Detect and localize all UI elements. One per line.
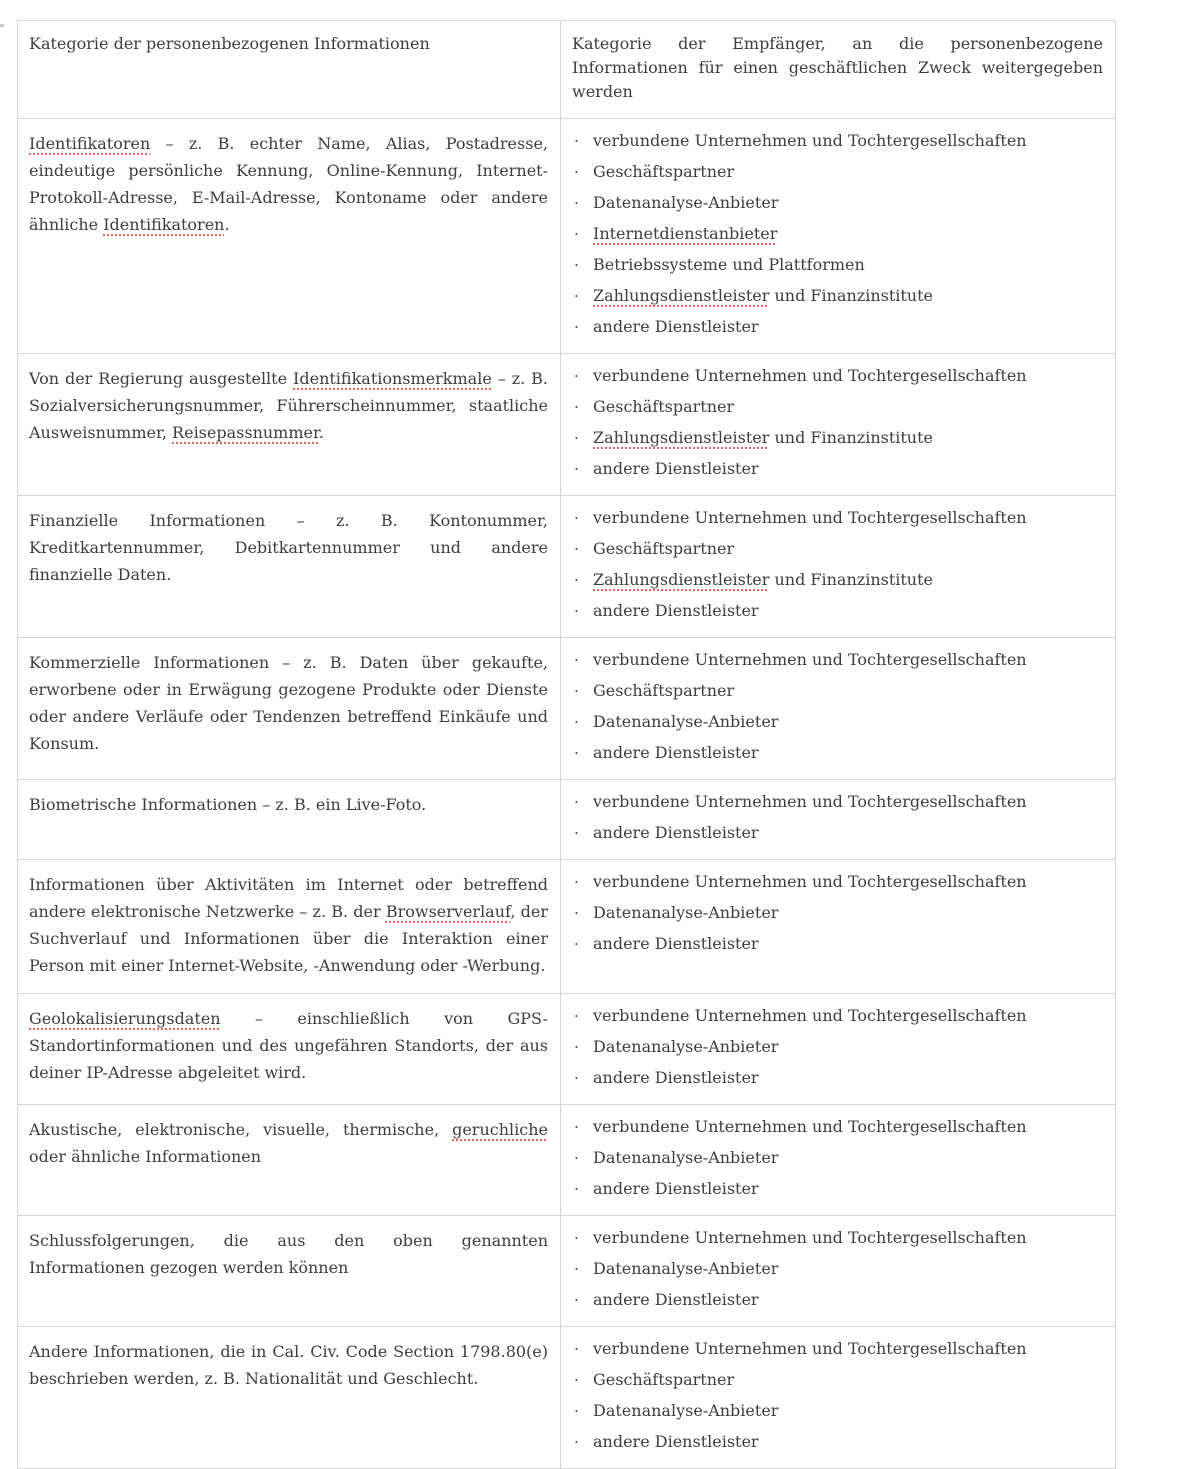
recipient-text	[593, 539, 734, 558]
category-text	[29, 1338, 548, 1392]
text-segment: und Finanzinstitute	[769, 428, 934, 447]
text-segment: verbundene Unternehmen und Tochtergesellschaften	[593, 366, 1027, 385]
recipient-text	[593, 1228, 1027, 1247]
text-segment: verbundene Unternehmen und Tochtergesellschaften	[593, 508, 1027, 527]
recipients-cell	[561, 1327, 1116, 1469]
left-edge-mark	[0, 24, 4, 27]
recipient-text	[593, 1117, 1027, 1136]
text-segment: Geschäftspartner	[593, 681, 735, 700]
text-segment: – einschließlich von GPS-Standortinformationen und des ungefähren Standorts, der aus deiner IP-Adresse abgeleitet wird.	[29, 1009, 548, 1082]
recipient-text	[593, 397, 734, 416]
spellcheck-underlined-text: Internetdienstanbieter	[593, 224, 778, 243]
bullet-icon: ·	[574, 1118, 579, 1136]
text-segment: verbundene Unternehmen und Tochtergesellschaften	[593, 1006, 1027, 1025]
bullet-icon: ·	[574, 1149, 579, 1167]
bullet-icon: ·	[574, 1038, 579, 1056]
recipients-cell	[561, 780, 1116, 860]
bullet-icon: ·	[574, 1291, 579, 1309]
recipient-text	[593, 1432, 759, 1451]
bullet-icon: ·	[574, 287, 579, 305]
bullet-icon: ·	[574, 1180, 579, 1198]
recipient-text	[593, 1068, 759, 1087]
text-segment: Geschäftspartner	[593, 539, 735, 558]
table-row	[18, 496, 1116, 638]
header-recipients-column: Kategorie der Empfänger, an die personenbezogene Informationen für einen geschäftlichen Zweck weitergegeben werden	[561, 21, 1116, 119]
bullet-icon: ·	[574, 540, 579, 558]
bullet-icon: ·	[574, 256, 579, 274]
bullet-icon: ·	[574, 509, 579, 527]
text-segment: Akustische, elektronische, visuelle, thermische,	[29, 1120, 453, 1139]
recipient-item	[572, 903, 1105, 923]
category-text	[29, 1116, 548, 1170]
recipient-text	[593, 162, 734, 181]
recipient-item	[572, 872, 1105, 892]
recipients-list	[572, 1117, 1105, 1199]
text-segment: Geschäftspartner	[593, 397, 735, 416]
recipient-text	[593, 224, 777, 243]
recipient-text	[593, 1401, 778, 1420]
text-segment: Datenanalyse-Anbieter	[593, 1401, 779, 1420]
header-category-column: Kategorie der personenbezogenen Informationen	[18, 21, 561, 119]
recipient-item	[572, 712, 1105, 732]
recipient-item	[572, 224, 1105, 244]
recipients-cell	[561, 1105, 1116, 1216]
text-segment: verbundene Unternehmen und Tochtergesellschaften	[593, 1339, 1027, 1358]
recipient-text	[593, 193, 778, 212]
table-row	[18, 1105, 1116, 1216]
recipient-item	[572, 601, 1105, 621]
bullet-icon: ·	[574, 1069, 579, 1087]
recipient-item	[572, 1290, 1105, 1310]
bullet-icon: ·	[574, 460, 579, 478]
recipient-item	[572, 1068, 1105, 1088]
text-segment: , der Suchverlauf und Informationen über die Interaktion einer Person mit einer Internet-Website, -Anwendung oder -Werbung.	[29, 902, 549, 975]
category-text	[29, 649, 548, 757]
recipient-text	[593, 712, 778, 731]
text-segment: Von der Regierung ausgestellte	[29, 369, 294, 388]
text-segment: andere Dienstleister	[593, 1179, 759, 1198]
bullet-icon: ·	[574, 1371, 579, 1389]
bullet-icon: ·	[574, 318, 579, 336]
category-cell	[18, 638, 561, 780]
bullet-icon: ·	[574, 225, 579, 243]
recipients-cell	[561, 994, 1116, 1105]
recipient-text	[593, 131, 1027, 150]
bullet-icon: ·	[574, 651, 579, 669]
bullet-icon: ·	[574, 682, 579, 700]
bullet-icon: ·	[574, 793, 579, 811]
text-segment: und Finanzinstitute	[769, 286, 934, 305]
text-segment: Kommerzielle Informationen – z. B. Daten über gekaufte, erworbene oder in Erwägung gezogene Produkte oder Dienste oder andere Verläufe oder Tendenzen betreffend Einkäufe und Konsum.	[29, 653, 548, 753]
recipients-list	[572, 366, 1105, 479]
recipients-cell	[561, 638, 1116, 780]
recipient-text	[593, 1179, 759, 1198]
category-cell	[18, 860, 561, 994]
recipient-item	[572, 570, 1105, 590]
recipient-item	[572, 1037, 1105, 1057]
recipient-item	[572, 1432, 1105, 1452]
bullet-icon: ·	[574, 1007, 579, 1025]
text-segment: andere Dienstleister	[593, 1290, 759, 1309]
category-cell	[18, 119, 561, 354]
recipient-item	[572, 193, 1105, 213]
recipient-text	[593, 1006, 1027, 1025]
text-segment: andere Dienstleister	[593, 317, 759, 336]
recipient-text	[593, 459, 759, 478]
table-row	[18, 780, 1116, 860]
spellcheck-underlined-text: Reisepassnummer	[172, 423, 319, 442]
table-header-row	[18, 21, 1116, 119]
bullet-icon: ·	[574, 132, 579, 150]
text-segment: verbundene Unternehmen und Tochtergesellschaften	[593, 131, 1027, 150]
category-text	[29, 871, 548, 979]
table-row	[18, 1327, 1116, 1469]
bullet-icon: ·	[574, 744, 579, 762]
recipient-text	[593, 1259, 778, 1278]
recipient-item	[572, 681, 1105, 701]
text-segment: Datenanalyse-Anbieter	[593, 712, 779, 731]
recipient-text	[593, 1037, 778, 1056]
recipient-text	[593, 872, 1027, 891]
text-segment: andere Dienstleister	[593, 1432, 759, 1451]
spellcheck-underlined-text: Identifikatoren	[29, 134, 151, 153]
bullet-icon: ·	[574, 163, 579, 181]
text-segment: andere Dienstleister	[593, 743, 759, 762]
recipients-cell	[561, 860, 1116, 994]
bullet-icon: ·	[574, 194, 579, 212]
text-segment: Informationen über Aktivitäten im Internet oder betreffend andere elektronische Netzwerke – z. B. der	[29, 875, 548, 921]
recipient-item	[572, 743, 1105, 763]
recipient-item	[572, 934, 1105, 954]
spellcheck-underlined-text: Identifikatoren	[103, 215, 225, 234]
recipient-item	[572, 397, 1105, 417]
bullet-icon: ·	[574, 367, 579, 385]
recipients-list	[572, 1228, 1105, 1310]
text-segment: Biometrische Informationen – z. B. ein Live-Foto.	[29, 795, 427, 814]
text-segment: Geschäftspartner	[593, 162, 735, 181]
bullet-icon: ·	[574, 1402, 579, 1420]
text-segment: .	[224, 215, 230, 234]
text-segment: Finanzielle Informationen – z. B. Kontonummer, Kreditkartennummer, Debitkartennummer und andere finanzielle Daten.	[29, 511, 548, 584]
recipient-text	[593, 601, 759, 620]
recipient-text	[593, 1339, 1027, 1358]
spellcheck-underlined-text: Geolokalisierungsdaten	[29, 1009, 221, 1028]
text-segment: Datenanalyse-Anbieter	[593, 903, 779, 922]
recipient-text	[593, 428, 933, 447]
table-row	[18, 994, 1116, 1105]
table-row	[18, 860, 1116, 994]
text-segment: Datenanalyse-Anbieter	[593, 193, 779, 212]
spellcheck-underlined-text: Zahlungsdienstleister	[593, 570, 770, 589]
recipients-list	[572, 508, 1105, 621]
recipients-list	[572, 872, 1105, 954]
category-text	[29, 1227, 548, 1281]
bullet-icon: ·	[574, 429, 579, 447]
recipient-text	[593, 650, 1027, 669]
text-segment: Datenanalyse-Anbieter	[593, 1259, 779, 1278]
spellcheck-underlined-text: geruchliche	[452, 1120, 548, 1139]
recipient-item	[572, 539, 1105, 559]
recipient-text	[593, 508, 1027, 527]
recipient-item	[572, 286, 1105, 306]
table-row	[18, 354, 1116, 496]
text-segment: Betriebssysteme und Plattformen	[593, 255, 865, 274]
text-segment: Andere Informationen, die in Cal. Civ. Code Section 1798.80(e) beschrieben werden, z. B. Nationalität und Geschlecht.	[29, 1342, 548, 1388]
recipient-item	[572, 428, 1105, 448]
recipient-text	[593, 934, 759, 953]
recipient-text	[593, 286, 933, 305]
recipient-item	[572, 650, 1105, 670]
text-segment: Schlussfolgerungen, die aus den oben genannten Informationen gezogen werden können	[29, 1231, 548, 1277]
category-cell	[18, 1216, 561, 1327]
recipient-item	[572, 1370, 1105, 1390]
recipient-item	[572, 255, 1105, 275]
recipient-text	[593, 823, 759, 842]
bullet-icon: ·	[574, 935, 579, 953]
recipient-item	[572, 1401, 1105, 1421]
bullet-icon: ·	[574, 824, 579, 842]
recipient-text	[593, 1148, 778, 1167]
recipient-text	[593, 903, 778, 922]
table-row	[18, 638, 1116, 780]
spellcheck-underlined-text: Zahlungsdienstleister	[593, 428, 770, 447]
text-segment: Datenanalyse-Anbieter	[593, 1037, 779, 1056]
category-cell	[18, 496, 561, 638]
recipients-list	[572, 131, 1105, 337]
category-text	[29, 507, 548, 588]
text-segment: andere Dienstleister	[593, 459, 759, 478]
recipients-list	[572, 650, 1105, 763]
recipient-item	[572, 317, 1105, 337]
text-segment: und Finanzinstitute	[769, 570, 934, 589]
text-segment: oder ähnliche Informationen	[29, 1147, 262, 1166]
category-text	[29, 130, 548, 238]
category-cell	[18, 1105, 561, 1216]
category-cell	[18, 1327, 561, 1469]
recipient-item	[572, 1259, 1105, 1279]
text-segment: andere Dienstleister	[593, 601, 759, 620]
bullet-icon: ·	[574, 1229, 579, 1247]
recipient-item	[572, 792, 1105, 812]
recipient-text	[593, 317, 759, 336]
spellcheck-underlined-text: Browserverlauf	[385, 902, 511, 921]
table-body	[18, 119, 1116, 1469]
bullet-icon: ·	[574, 398, 579, 416]
text-segment: verbundene Unternehmen und Tochtergesellschaften	[593, 650, 1027, 669]
category-text	[29, 791, 548, 818]
category-text	[29, 365, 548, 446]
bullet-icon: ·	[574, 571, 579, 589]
recipient-item	[572, 131, 1105, 151]
category-text	[29, 1005, 548, 1086]
spellcheck-underlined-text: Zahlungsdienstleister	[593, 286, 770, 305]
bullet-icon: ·	[574, 1340, 579, 1358]
recipients-cell	[561, 1216, 1116, 1327]
recipient-item	[572, 1117, 1105, 1137]
recipient-text	[593, 1370, 734, 1389]
bullet-icon: ·	[574, 1260, 579, 1278]
bullet-icon: ·	[574, 713, 579, 731]
recipients-cell	[561, 496, 1116, 638]
personal-info-categories-table	[17, 20, 1116, 1469]
category-cell	[18, 994, 561, 1105]
text-segment: Datenanalyse-Anbieter	[593, 1148, 779, 1167]
recipient-text	[593, 570, 933, 589]
text-segment: verbundene Unternehmen und Tochtergesellschaften	[593, 1228, 1027, 1247]
recipients-list	[572, 1006, 1105, 1088]
recipients-list	[572, 792, 1105, 843]
recipient-item	[572, 1228, 1105, 1248]
recipients-cell	[561, 354, 1116, 496]
recipients-cell	[561, 119, 1116, 354]
spellcheck-underlined-text: Identifikationsmerkmale	[293, 369, 492, 388]
text-segment: verbundene Unternehmen und Tochtergesellschaften	[593, 1117, 1027, 1136]
text-segment: andere Dienstleister	[593, 1068, 759, 1087]
recipient-item	[572, 508, 1105, 528]
bullet-icon: ·	[574, 873, 579, 891]
recipient-item	[572, 1006, 1105, 1026]
text-segment: verbundene Unternehmen und Tochtergesellschaften	[593, 872, 1027, 891]
recipient-item	[572, 1148, 1105, 1168]
text-segment: andere Dienstleister	[593, 823, 759, 842]
recipient-item	[572, 459, 1105, 479]
bullet-icon: ·	[574, 1433, 579, 1451]
recipient-item	[572, 823, 1105, 843]
bullet-icon: ·	[574, 602, 579, 620]
category-cell	[18, 780, 561, 860]
table-row	[18, 119, 1116, 354]
text-segment: andere Dienstleister	[593, 934, 759, 953]
recipient-text	[593, 792, 1027, 811]
recipient-item	[572, 1179, 1105, 1199]
recipient-text	[593, 1290, 759, 1309]
text-segment: – z. B. echter Name, Alias, Postadresse, eindeutige persönliche Kennung, Online-Kennung, Internet-Protokoll-Adresse, E-Mail-Adresse, Kontoname oder andere ähnliche	[29, 134, 548, 234]
category-cell	[18, 354, 561, 496]
recipient-text	[593, 255, 865, 274]
recipient-item	[572, 366, 1105, 386]
table-row	[18, 1216, 1116, 1327]
recipient-item	[572, 162, 1105, 182]
recipient-text	[593, 681, 734, 700]
text-segment: Geschäftspartner	[593, 1370, 735, 1389]
recipient-item	[572, 1339, 1105, 1359]
text-segment: – z. B. Sozialversicherungsnummer, Führerscheinnummer, staatliche Ausweisnummer,	[29, 369, 548, 442]
recipient-text	[593, 743, 759, 762]
recipients-list	[572, 1339, 1105, 1452]
text-segment: verbundene Unternehmen und Tochtergesellschaften	[593, 792, 1027, 811]
bullet-icon: ·	[574, 904, 579, 922]
text-segment: .	[318, 423, 324, 442]
recipient-text	[593, 366, 1027, 385]
